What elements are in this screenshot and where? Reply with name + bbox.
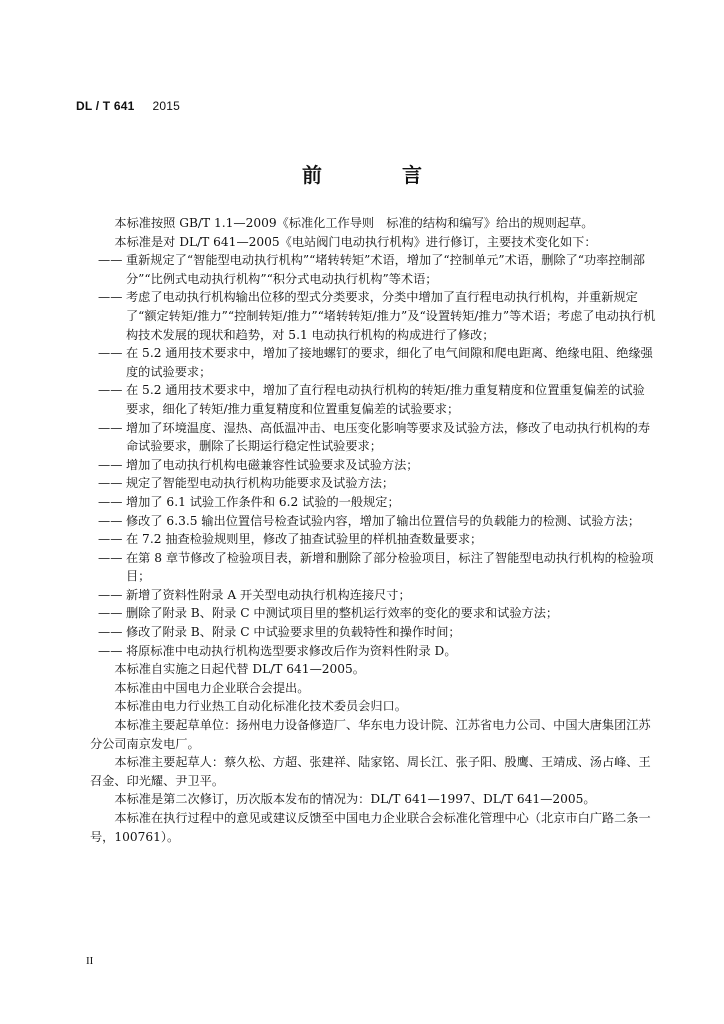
list-item [90, 344, 656, 381]
list-item [90, 493, 656, 512]
closing-paragraph: 本标准是第二次修订，历次版本发布的情况为：DL/T 641—1997、DL/T 641—2005。 [114, 792, 596, 807]
list-item [90, 474, 656, 493]
list-dash: —— [98, 606, 123, 621]
list-item [90, 288, 656, 344]
list-item [90, 530, 656, 549]
intro-paragraph: 本标准是对 DL/T 641—2005《电站阀门电动执行机构》进行修订，主要技术变化如下： [114, 234, 597, 249]
closing-paragraph: 本标准主要起草单位：扬州电力设备修造厂、华东电力设计院、江苏省电力公司、中国大唐集团江苏分公司南京发电厂。 [90, 718, 651, 751]
closing-paragraph: 本标准由电力行业热工自动化标准化技术委员会归口。 [114, 699, 407, 714]
list-dash: —— [98, 643, 123, 658]
list-item [90, 456, 656, 475]
list-item-text: 修改了附录 B、附录 C 中试验要求里的负载特性和操作时间； [126, 625, 461, 640]
list-item [90, 604, 656, 623]
page-title: 前 言 [302, 163, 452, 187]
list-dash: —— [98, 625, 123, 640]
list-item-text: 修改了 6.3.5 输出位置信号检查试验内容，增加了输出位置信号的负载能力的检测、试验方法； [126, 513, 641, 528]
list-dash: —— [98, 494, 123, 509]
standard-year: 2015 [152, 99, 180, 113]
list-item-text: 删除了附录 B、附录 C 中测试项目里的整机运行效率的变化的要求和试验方法； [126, 606, 559, 621]
intro-paragraph: 本标准按照 GB/T 1.1—2009《标准化工作导则 标准的结构和编写》给出的规则起草。 [114, 216, 594, 230]
list-dash: —— [98, 290, 123, 305]
list-item-text: 在 5.2 通用技术要求中，增加了接地螺钉的要求，细化了电气间隙和爬电距离、绝缘电阻、绝缘强度的试验要求； [126, 346, 653, 379]
list-item-text: 增加了电动执行机构电磁兼容性试验要求及试验方法； [126, 457, 419, 472]
preface-body [90, 214, 656, 846]
page-number: II [86, 955, 94, 967]
list-item-text: 考虑了电动执行机构输出位移的型式分类要求，分类中增加了直行程电动执行机构，并重新规定了“额定转矩/推力”“控制转矩/推力”“堵转转矩/推力”及“设置转矩/推力”等术语；考虑了电动执行机构技术发展的现状和趋势，对 5.1 电动执行机构的构成进行了修改； [126, 290, 656, 342]
list-item [90, 549, 656, 586]
list-dash: —— [98, 420, 123, 435]
list-dash: —— [98, 532, 123, 547]
closing-paragraph: 本标准自实施之日起代替 DL/T 641—2005。 [114, 662, 365, 677]
list-item-text: 将原标准中电动执行机构选型要求修改后作为资料性附录 D。 [126, 643, 457, 658]
list-item [90, 381, 656, 418]
list-dash: —— [98, 513, 123, 528]
list-item [90, 586, 656, 605]
list-item-text: 新增了资料性附录 A 开关型电动执行机构连接尺寸； [126, 587, 411, 602]
list-item [90, 623, 656, 642]
standard-code-header [76, 99, 180, 113]
list-dash: —— [98, 476, 123, 491]
list-item-text: 在 7.2 抽查检验规则里，修改了抽查试验里的样机抽查数量要求； [126, 532, 483, 547]
list-dash: —— [98, 253, 123, 268]
list-dash: —— [98, 550, 123, 565]
list-item [90, 642, 656, 661]
list-item-text: 增加了 6.1 试验工作条件和 6.2 试验的一般规定； [126, 494, 400, 509]
closing-paragraph: 本标准由中国电力企业联合会提出。 [114, 680, 310, 695]
change-list [90, 251, 656, 660]
closing-paragraph: 本标准主要起草人：蔡久松、方超、张建祥、陆家铭、周长江、张子阳、殷鹰、王靖成、汤占峰、王召金、印光耀、尹卫平。 [90, 755, 651, 788]
list-item-text: 规定了智能型电动执行机构功能要求及试验方法； [126, 476, 395, 491]
list-dash: —— [98, 346, 123, 361]
list-dash: —— [98, 383, 123, 398]
closing-paragraph: 本标准在执行过程中的意见或建议反馈至中国电力企业联合会标准化管理中心（北京市白广路二条一号，100761）。 [90, 811, 651, 844]
list-dash: —— [98, 457, 123, 472]
list-item [90, 512, 656, 531]
list-item [90, 251, 656, 288]
standard-code: DL / T 641 [76, 99, 135, 113]
list-item-text: 在 5.2 通用技术要求中，增加了直行程电动执行机构的转矩/推力重复精度和位置重复偏差的试验要求，细化了转矩/推力重复精度和位置重复偏差的试验要求； [126, 383, 645, 416]
list-item-text: 增加了环境温度、湿热、高低温冲击、电压变化影响等要求及试验方法，修改了电动执行机构的寿命试验要求，删除了长期运行稳定性试验要求； [126, 420, 651, 454]
list-item-text: 在第 8 章节修改了检验项目表，新增和删除了部分检验项目，标注了智能型电动执行机构的检验项目； [126, 550, 654, 584]
list-item [90, 419, 656, 456]
list-item-text: 重新规定了“智能型电动执行机构”“堵转转矩”术语，增加了“控制单元”术语，删除了“功率控制部分”“比例式电动执行机构”“积分式电动执行机构”等术语； [126, 253, 645, 286]
list-dash: —— [98, 587, 123, 602]
